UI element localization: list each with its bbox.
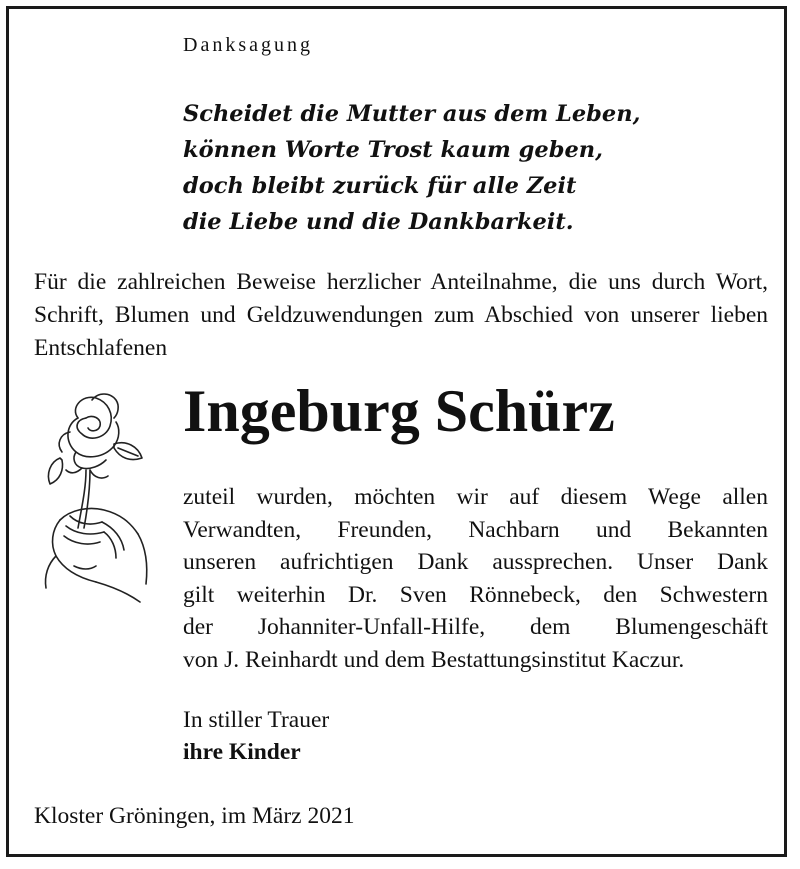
thanks-line: Verwandten, Freunden, Nachbarn und Bekannten (183, 516, 768, 543)
thanks-paragraph (183, 481, 768, 676)
rose-in-hand-icon (30, 388, 170, 608)
signature-family: ihre Kinder (183, 739, 301, 765)
thanks-line: von J. Reinhardt und dem Bestattungsinstitut Kaczur. (183, 646, 685, 673)
notice-heading: Danksagung (183, 34, 313, 56)
thanks-line: unseren aufrichtigen Dank aussprechen. Unser Dank (183, 549, 768, 575)
place-date: Kloster Gröningen, im März 2021 (34, 803, 355, 829)
signature-block (183, 704, 329, 768)
poem-line: doch bleibt zurück für alle Zeit (183, 173, 577, 199)
poem-line: können Worte Trost kaum geben, (183, 137, 603, 163)
poem (183, 96, 640, 240)
thanks-line: der Johanniter-Unfall-Hilfe, dem Blumengeschäft (183, 614, 768, 640)
signature-line: In stiller Trauer (183, 707, 330, 733)
poem-line: Scheidet die Mutter aus dem Leben, (183, 101, 641, 127)
poem-line: die Liebe und die Dankbarkeit. (183, 209, 574, 235)
intro-paragraph: Für die zahlreichen Beweise herzlicher Anteilnahme, die uns durch Wort, Schrift, Blumen und Geldzuwendungen zum Abschied von unserer lieben Entschlafenen (34, 269, 768, 361)
deceased-name: Ingeburg Schürz (183, 378, 615, 444)
thanks-line: zuteil wurden, möchten wir auf diesem Wege allen (183, 484, 768, 510)
thanks-line: gilt weiterhin Dr. Sven Rönnebeck, den Schwestern (183, 581, 768, 608)
